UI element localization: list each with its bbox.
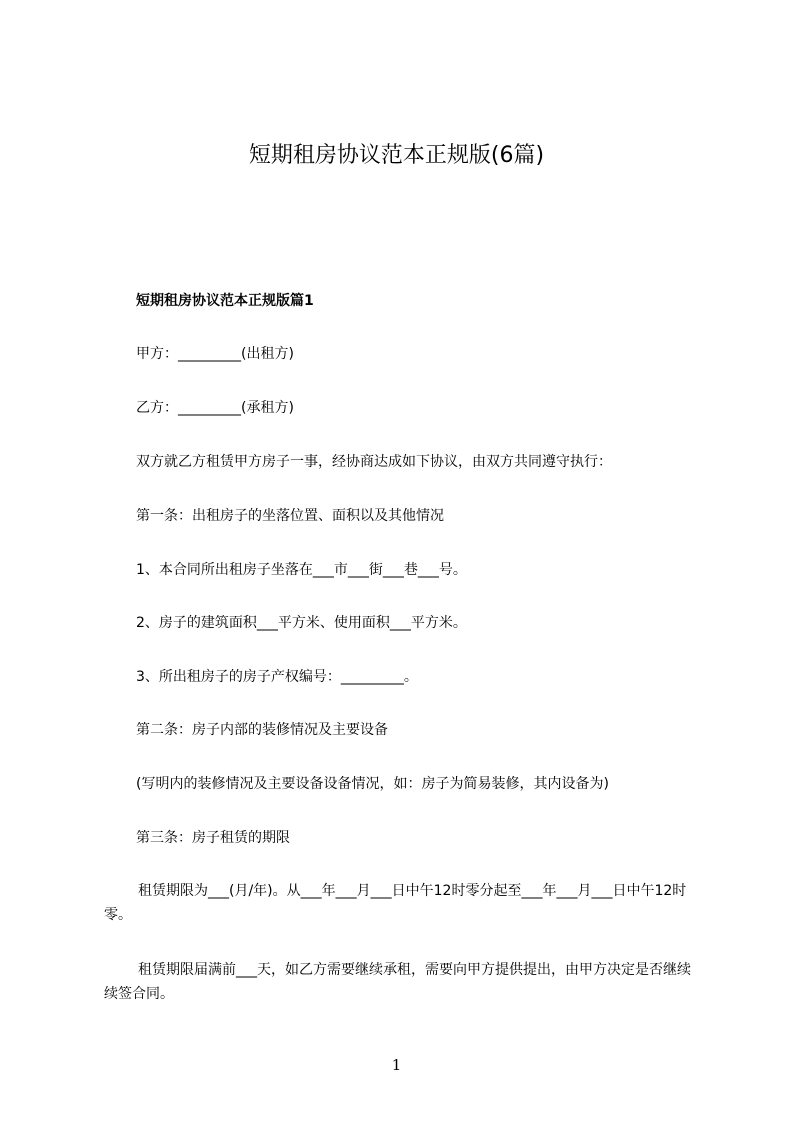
- article-2-heading: 第二条：房子内部的装修情况及主要设备: [136, 722, 388, 738]
- article-1-item-3: 3、所出租房子的房子产权编号：_________。: [136, 669, 418, 685]
- lease-renewal-paragraph: 租赁期限届满前___天，如乙方需要继续承租，需要向甲方提供提出，由甲方决定是否继续续签合同。: [104, 962, 691, 1002]
- article-3-heading: 第三条：房子租赁的期限: [136, 830, 290, 846]
- article-1-heading: 第一条：出租房子的坐落位置、面积以及其他情况: [136, 508, 444, 524]
- article-1-item-2: 2、房子的建筑面积___平方米、使用面积___平方米。: [136, 615, 467, 631]
- document-title: 短期租房协议范本正规版(6篇): [248, 143, 545, 168]
- page-number: 1: [391, 1056, 402, 1074]
- article-1-item-1: 1、本合同所出租房子坐落在___市___街___巷___号。: [136, 562, 467, 578]
- agreement-intro: 双方就乙方租赁甲方房子一事，经协商达成如下协议，由双方共同遵守执行：: [136, 454, 612, 470]
- section-heading: 短期租房协议范本正规版篇1: [136, 293, 314, 309]
- article-2-note: (写明内的装修情况及主要设备设备情况，如：房子为简易装修，其内设备为): [136, 776, 609, 792]
- party-b-line: 乙方：_________(承租方): [136, 400, 294, 416]
- lease-term-paragraph: 租赁期限为___(月/年)。从___年___月___日中午12时零分起至___年___月___日中午12时零。: [104, 883, 687, 923]
- party-a-line: 甲方：_________(出租方): [136, 346, 294, 362]
